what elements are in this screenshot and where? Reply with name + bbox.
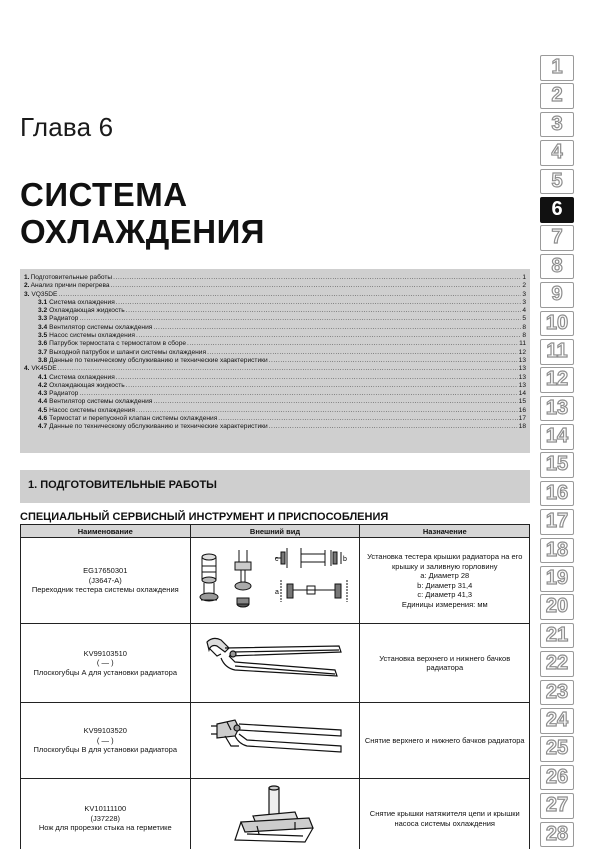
tester-adapter-illustration xyxy=(195,542,355,620)
chapter-tab-13[interactable]: 13 xyxy=(540,396,574,422)
chapter-tab-26[interactable]: 26 xyxy=(540,765,574,791)
toc-page: 13 xyxy=(518,373,526,381)
chapter-tab-27[interactable]: 27 xyxy=(540,793,574,819)
toc-item xyxy=(24,390,526,398)
toc-number: 1. xyxy=(24,274,30,281)
tool-purpose-cell xyxy=(360,779,530,849)
chapter-tab-25[interactable]: 25 xyxy=(540,736,574,762)
toc-page: 5 xyxy=(522,315,526,323)
tool-image-cell xyxy=(190,538,360,624)
toc-text: Охлаждающая жидкость xyxy=(49,381,125,389)
toc-number: 4.7 xyxy=(38,423,48,431)
toc-leader xyxy=(136,407,518,415)
purpose-line: Снятие крышки натяжителя цепи и крышки xyxy=(369,809,520,818)
toc-item xyxy=(24,349,526,357)
toc-item xyxy=(24,357,526,365)
table-row xyxy=(21,538,530,624)
toc-text: Анализ причин перегрева xyxy=(30,282,110,290)
toc-page: 16 xyxy=(518,406,526,414)
toc-text: Подготовительные работы xyxy=(30,274,113,281)
table-row xyxy=(21,779,530,849)
toc-text: Выходной патрубок и шланги системы охлаждения xyxy=(49,348,207,356)
toc-number: 3.1 xyxy=(38,298,48,306)
toc-item xyxy=(24,423,526,431)
seal-cutter-illustration xyxy=(195,782,355,849)
toc-page: 15 xyxy=(518,398,526,406)
toc-page: 12 xyxy=(518,348,526,356)
toc-page: 8 xyxy=(522,332,526,340)
toc-text: Вентилятор системы охлаждения xyxy=(49,323,153,331)
toc-leader xyxy=(116,299,522,307)
table-of-contents xyxy=(20,269,530,453)
toc-number: 3.7 xyxy=(38,348,48,356)
toc-leader xyxy=(153,398,517,406)
toc-text: Патрубок термостата с термостатом в сборе xyxy=(49,340,187,348)
chapter-title-line2: ОХЛАЖДЕНИЯ xyxy=(20,213,266,250)
purpose-line: b: Диаметр 31,4 xyxy=(417,580,473,590)
chapter-tabs xyxy=(540,55,574,849)
toc-number: 3.8 xyxy=(38,356,48,364)
toc-leader xyxy=(58,365,518,373)
toc-number: 4.3 xyxy=(38,390,48,398)
toc-number: 4.6 xyxy=(38,415,48,423)
toc-page: 8 xyxy=(522,323,526,331)
tool-purpose-cell xyxy=(360,703,530,779)
chapter-tab-24[interactable]: 24 xyxy=(540,708,574,734)
tool-name-cell xyxy=(21,703,191,779)
header-appearance: Внешний вид xyxy=(190,525,360,538)
chapter-tab-19[interactable]: 19 xyxy=(540,566,574,592)
toc-page: 17 xyxy=(518,415,526,423)
tool-name: Нож для прорезки стыка на герметике xyxy=(38,823,172,833)
toc-page: 3 xyxy=(522,298,526,306)
purpose-line: Единицы измерения: мм xyxy=(401,599,488,609)
chapter-tab-18[interactable]: 18 xyxy=(540,538,574,564)
toc-text: Насос системы охлаждения xyxy=(49,406,135,414)
tool-alt-code: ( — ) xyxy=(96,735,114,745)
toc-leader xyxy=(79,315,521,323)
chapter-tab-23[interactable]: 23 xyxy=(540,680,574,706)
toc-page: 11 xyxy=(519,340,526,348)
tool-code: EG17650301 xyxy=(83,566,128,576)
toc-item xyxy=(24,291,526,299)
toc-item xyxy=(24,307,526,315)
toc-leader xyxy=(207,349,518,357)
chapter-tab-17[interactable]: 17 xyxy=(540,509,574,535)
toc-item xyxy=(24,365,526,373)
chapter-tab-10[interactable]: 10 xyxy=(540,311,574,337)
toc-leader xyxy=(269,357,518,365)
toc-page: 3 xyxy=(522,290,526,298)
table-header-row xyxy=(21,525,530,538)
section-title: 1. ПОДГОТОВИТЕЛЬНЫЕ РАБОТЫ xyxy=(20,470,530,503)
toc-text: Данные по техническому обслуживанию и технические характеристики xyxy=(49,356,268,364)
chapter-tab-15[interactable]: 15 xyxy=(540,452,574,478)
toc-leader xyxy=(116,374,518,382)
tool-alt-code: ( — ) xyxy=(96,658,114,668)
toc-number: 4.1 xyxy=(38,373,48,381)
purpose-line: Установка верхнего и нижнего бачков xyxy=(379,653,511,663)
chapter-tab-4[interactable]: 4 xyxy=(540,140,574,166)
chapter-tab-21[interactable]: 21 xyxy=(540,623,574,649)
purpose-line: Снятие верхнего и нижнего бачков радиатора xyxy=(364,735,525,745)
toc-text: Радиатор xyxy=(49,315,79,323)
toc-item xyxy=(24,282,526,290)
toc-page: 1 xyxy=(522,274,526,281)
tool-name-cell xyxy=(21,538,191,624)
dim-label-a: a xyxy=(275,588,279,596)
chapter-tab-12[interactable]: 12 xyxy=(540,367,574,393)
tool-name-cell xyxy=(21,779,191,849)
toc-leader xyxy=(126,307,522,315)
table-row xyxy=(21,624,530,703)
toc-number: 3.4 xyxy=(38,323,48,331)
chapter-tab-16[interactable]: 16 xyxy=(540,481,574,507)
toc-page: 13 xyxy=(518,365,526,373)
toc-item xyxy=(24,315,526,323)
toc-number: 2. xyxy=(24,282,30,290)
header-name: Наименование xyxy=(21,525,191,538)
toc-page: 13 xyxy=(518,356,526,364)
toc-number: 3.5 xyxy=(38,332,48,340)
toc-leader xyxy=(269,423,518,431)
tool-alt-code: (J3647-A) xyxy=(88,575,122,585)
toc-item xyxy=(24,398,526,406)
toc-text: Охлаждающая жидкость xyxy=(49,307,125,315)
header-purpose: Назначение xyxy=(360,525,530,538)
purpose-line: радиатора xyxy=(426,663,464,672)
chapter-tab-5[interactable]: 5 xyxy=(540,169,574,195)
toc-page: 2 xyxy=(522,282,526,290)
tool-code: KV99103520 xyxy=(83,726,127,736)
toc-number: 4. xyxy=(24,365,30,373)
toc-leader xyxy=(113,274,521,282)
purpose-line: a: Диаметр 28 xyxy=(420,571,470,580)
toc-item xyxy=(24,324,526,332)
toc-text: Данные по техническому обслуживанию и технические характеристики xyxy=(49,423,268,431)
chapter-tab-22[interactable]: 22 xyxy=(540,651,574,677)
tool-name: Переходник тестера системы охлаждения xyxy=(31,585,179,595)
tool-name: Плоскогубцы А для установки радиатора xyxy=(33,667,178,677)
toc-text: Система охлаждения xyxy=(49,298,115,306)
chapter-title-line1: СИСТЕМА xyxy=(20,176,188,213)
chapter-tab-20[interactable]: 20 xyxy=(540,594,574,620)
toc-text: VQ35DE xyxy=(31,290,58,298)
table-row xyxy=(21,703,530,779)
toc-leader xyxy=(58,291,521,299)
tool-purpose-cell xyxy=(360,538,530,624)
toc-leader xyxy=(111,282,522,290)
tool-name-cell xyxy=(21,624,191,703)
tool-name: Плоскогубцы В для установки радиатора xyxy=(33,745,178,755)
tool-image-cell xyxy=(190,779,360,849)
pliers-b-illustration xyxy=(195,706,355,776)
toc-page: 4 xyxy=(522,307,526,315)
toc-text: VK45DE xyxy=(31,365,57,373)
toc-item xyxy=(24,382,526,390)
dim-label-c: c xyxy=(275,555,279,563)
toc-text: Система охлаждения xyxy=(49,373,115,381)
purpose-line: c: Диаметр 41,3 xyxy=(417,590,473,599)
toc-text: Термостат и перепускной клапан системы охлаждения xyxy=(49,415,218,423)
toc-text: Радиатор xyxy=(49,390,79,398)
tool-image-cell xyxy=(190,624,360,703)
purpose-line: насоса системы охлаждения xyxy=(394,818,495,828)
tool-purpose-cell xyxy=(360,624,530,703)
chapter-tab-2[interactable]: 2 xyxy=(540,83,574,109)
tools-table xyxy=(20,524,530,849)
toc-number: 4.2 xyxy=(38,381,48,389)
chapter-label: Глава 6 xyxy=(20,112,114,142)
chapter-tab-6[interactable]: 6 xyxy=(540,197,574,223)
toc-leader xyxy=(187,340,518,348)
chapter-tab-9[interactable]: 9 xyxy=(540,282,574,308)
tool-image-cell xyxy=(190,703,360,779)
subsection-title: СПЕЦИАЛЬНЫЙ СЕРВИСНЫЙ ИНСТРУМЕНТ И ПРИСПОСОБЛЕНИЯ xyxy=(20,511,389,523)
toc-page: 14 xyxy=(518,390,526,398)
toc-page: 13 xyxy=(518,381,526,389)
toc-number: 4.4 xyxy=(38,398,48,406)
toc-number: 4.5 xyxy=(38,406,48,414)
toc-item xyxy=(24,274,526,282)
chapter-tab-7[interactable]: 7 xyxy=(540,225,574,251)
purpose-line: Установка тестера крышки радиатора на его xyxy=(367,552,523,561)
chapter-tab-8[interactable]: 8 xyxy=(540,254,574,280)
toc-leader xyxy=(153,324,521,332)
chapter-tab-3[interactable]: 3 xyxy=(540,112,574,138)
dim-label-b: b xyxy=(343,555,347,563)
toc-leader xyxy=(79,390,517,398)
tool-code: KV10111100 xyxy=(84,804,127,814)
toc-leader xyxy=(126,382,518,390)
toc-leader xyxy=(136,332,521,340)
tool-code: KV99103510 xyxy=(83,648,127,658)
toc-text: Насос системы охлаждения xyxy=(49,332,135,340)
toc-page: 18 xyxy=(518,423,526,431)
chapter-tab-14[interactable]: 14 xyxy=(540,424,574,450)
toc-text: Вентилятор системы охлаждения xyxy=(49,398,153,406)
toc-item xyxy=(24,340,526,348)
toc-number: 3. xyxy=(24,290,30,298)
toc-number: 3.6 xyxy=(38,340,48,348)
pliers-a-illustration xyxy=(195,628,355,698)
toc-item xyxy=(24,374,526,382)
toc-item xyxy=(24,407,526,415)
chapter-tab-11[interactable]: 11 xyxy=(540,339,574,365)
chapter-tab-1[interactable]: 1 xyxy=(540,55,574,81)
purpose-line: крышку и заливную горловину xyxy=(392,561,498,571)
chapter-title xyxy=(20,176,265,250)
toc-number: 3.2 xyxy=(38,307,48,315)
chapter-tab-28[interactable]: 28 xyxy=(540,822,574,848)
toc-item xyxy=(24,299,526,307)
toc-number: 3.3 xyxy=(38,315,48,323)
tool-alt-code: (J37228) xyxy=(90,813,121,823)
